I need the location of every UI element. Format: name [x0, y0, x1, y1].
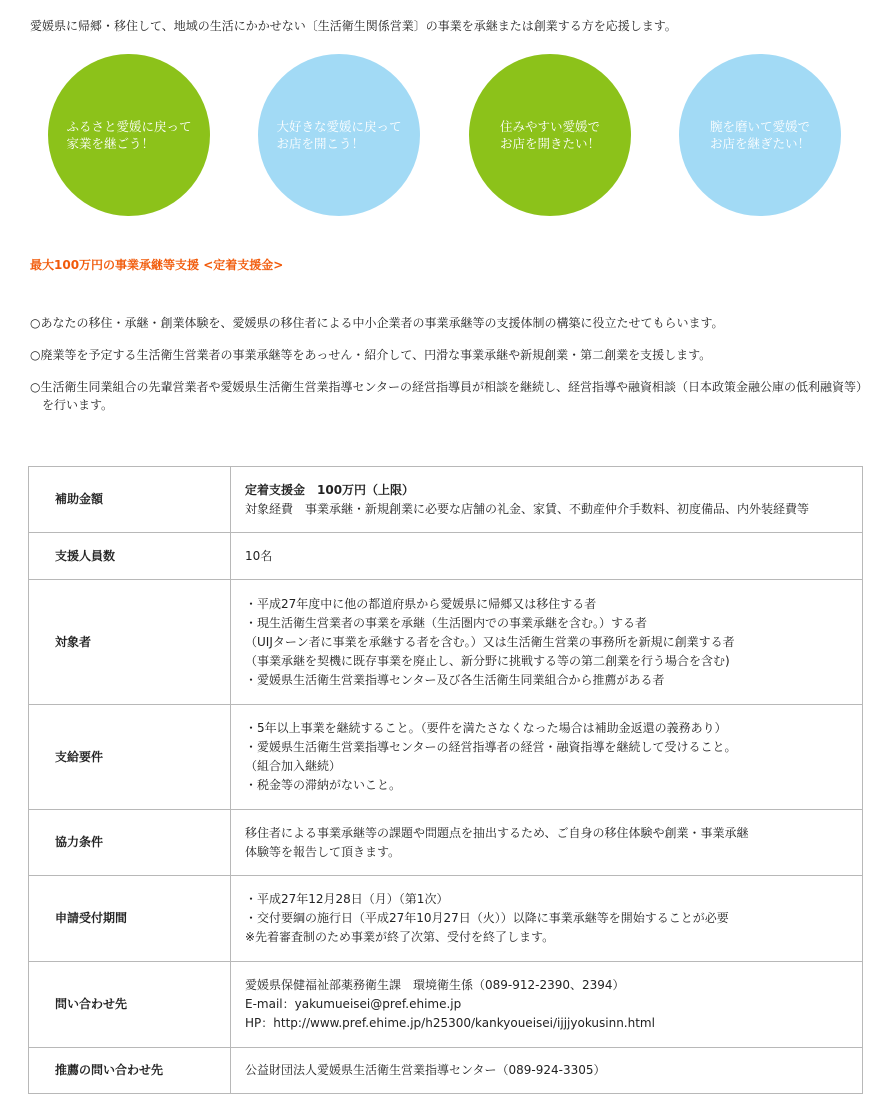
info-table — [28, 466, 863, 1094]
table-row — [29, 810, 863, 876]
row-line: （UIJターン者に事業を承継する者を含む。）又は生活衛生営業の事務所を新規に創業する者 — [245, 634, 735, 649]
row-header: 対象者 — [29, 580, 231, 705]
table-row — [29, 1048, 863, 1094]
bullet-list — [30, 314, 870, 428]
row-header: 支給要件 — [29, 705, 231, 810]
row-line: （組合加入継続） — [245, 759, 342, 773]
table-row — [29, 580, 863, 705]
row-header: 申請受付期間 — [29, 876, 231, 962]
row-content — [231, 467, 863, 533]
row-line: ・愛媛県生活衛生営業指導センターの経営指導者の経営・融資指導を継続して受けること。 — [245, 740, 737, 754]
row-line: 公益財団法人愛媛県生活衛生営業指導センター（089-924-3305） — [245, 1063, 606, 1077]
row-line: ・交付要綱の施行日（平成27年10月27日（火））以降に事業承継等を開始することが必要 — [245, 911, 729, 925]
row-line: ・税金等の滞納がないこと。 — [245, 778, 402, 792]
row-line: 定着支援金 100万円（上限） — [245, 482, 415, 497]
circle-banner-3[interactable] — [469, 54, 631, 216]
row-line: （事業承継を契機に既存事業を廃止し、新分野に挑戦する等の第二創業を行う場合を含む) — [245, 653, 730, 668]
row-line: 10名 — [245, 548, 273, 563]
table-row — [29, 876, 863, 962]
circle-banner-1-text: ふるさと愛媛に戻って 家業を継ごう！ — [66, 119, 192, 151]
row-header: 支援人員数 — [29, 533, 231, 580]
circle-banner-4-text: 腕を磨いて愛媛で お店を継ぎたい！ — [709, 119, 810, 151]
row-line: ・愛媛県生活衛生営業指導センター及び各生活衛生同業組合から推薦がある者 — [245, 672, 665, 687]
row-line: 体験等を報告して頂きます。 — [245, 844, 401, 859]
table-row — [29, 467, 863, 533]
row-header: 協力条件 — [29, 810, 231, 876]
circle-banner-4[interactable] — [679, 54, 841, 216]
row-header: 補助金額 — [29, 467, 231, 533]
row-line: ・現生活衛生営業者の事業を承継（生活圏内での事業承継を含む。）する者 — [245, 615, 648, 630]
circle-banner-2-text: 大好きな愛媛に戻って お店を開こう！ — [276, 119, 402, 151]
row-header: 問い合わせ先 — [29, 962, 231, 1048]
row-line: HP：http://www.pref.ehime.jp/h25300/kankyoueisei/ijjjyokusinn.html — [245, 1016, 655, 1030]
row-content — [231, 580, 863, 705]
circle-banner-2[interactable] — [258, 54, 420, 216]
row-line: 対象経費 事業承継・新規創業に必要な店舗の礼金、家賃、不動産仲介手数料、初度備品、内外装経費等 — [245, 501, 810, 516]
row-line: ・平成27年度中に他の都道府県から愛媛県に帰郷又は移住する者 — [245, 596, 597, 611]
row-content — [231, 1048, 863, 1094]
bullet-item: ○あなたの移住・承継・創業体験を、愛媛県の移住者による中小企業者の事業承継等の支援体制の構築に役立たせてもらいます。 — [30, 316, 724, 330]
row-content — [231, 810, 863, 876]
table-row — [29, 533, 863, 580]
row-line: ・平成27年12月28日（月）（第1次） — [245, 892, 449, 906]
row-line: 愛媛県保健福祉部薬務衛生課 環境衛生係（089-912-2390、2394） — [245, 978, 625, 992]
intro-text: 愛媛県に帰郷・移住して、地域の生活にかかせない〔生活衛生関係営業〕の事業を承継または創業する方を応援します。 — [30, 19, 677, 33]
row-content — [231, 876, 863, 962]
row-line: E-mail：yakumueisei@pref.ehime.jp — [245, 997, 462, 1011]
bullet-item: ○廃業等を予定する生活衛生営業者の事業承継等をあっせん・紹介して、円滑な事業承継や新規創業・第二創業を支援します。 — [30, 348, 712, 362]
circle-banner-1[interactable] — [48, 54, 210, 216]
row-content — [231, 705, 863, 810]
bullet-item: ○生活衛生同業組合の先輩営業者や愛媛県生活衛生営業指導センターの経営指導員が相談を継続し、経営指導や融資相談（日本政策金融公庫の低利融資等）を行います。 — [30, 380, 868, 412]
row-header: 推薦の問い合わせ先 — [29, 1048, 231, 1094]
row-line: ※先着審査制のため事業が終了次第、受付を終了します。 — [245, 930, 555, 944]
circle-banner-3-text: 住みやすい愛媛で お店を開きたい！ — [499, 119, 600, 151]
row-content — [231, 962, 863, 1048]
row-line: ・5年以上事業を継続すること。（要件を満たさなくなった場合は補助金返還の義務あり） — [245, 721, 727, 735]
row-content — [231, 533, 863, 580]
row-line: 移住者による事業承継等の課題や問題点を抽出するため、ご自身の移住体験や創業・事業承継 — [245, 825, 749, 840]
section-heading: 最大100万円の事業承継等支援 <定着支援金> — [30, 258, 284, 272]
table-row — [29, 962, 863, 1048]
table-row — [29, 705, 863, 810]
